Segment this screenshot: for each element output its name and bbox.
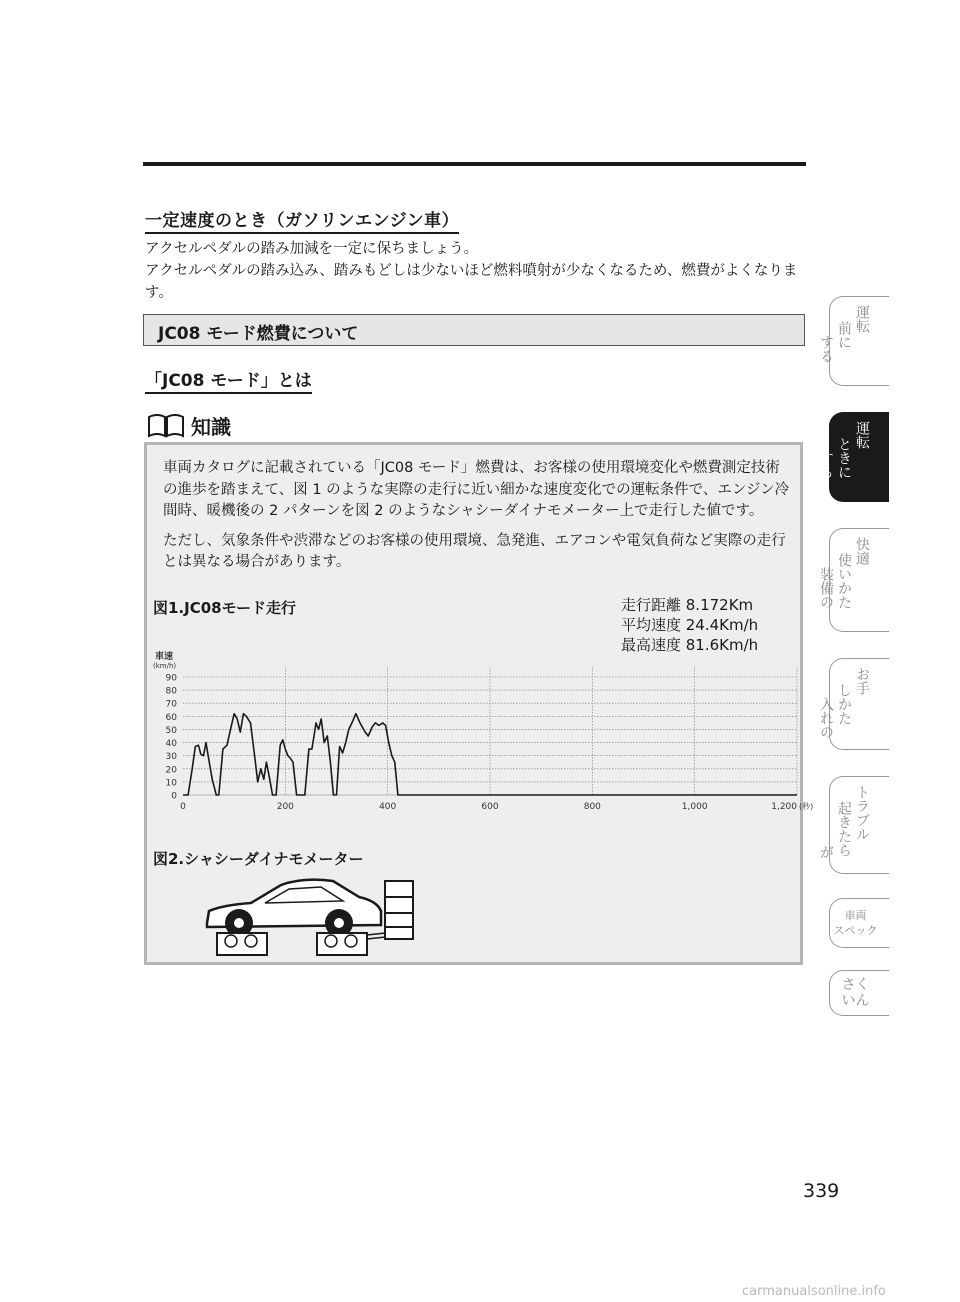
tab-trouble-text-2: 起きたら bbox=[836, 801, 852, 857]
tab-trouble[interactable] bbox=[818, 776, 889, 874]
x-unit-label: (秒) bbox=[799, 802, 814, 811]
y-tick-label: 50 bbox=[165, 725, 177, 736]
y-tick-label: 60 bbox=[165, 712, 177, 723]
knowledge-title: 知識 bbox=[191, 414, 231, 439]
y-tick-label: 30 bbox=[165, 752, 177, 763]
intro-line-2: アクセルペダルの踏み込み、踏みもどしは少ないほど燃料噴射が少なくなるため、燃費がよくなります。 bbox=[145, 263, 798, 301]
stat-distance: 走行距離 8.172Km bbox=[621, 596, 754, 614]
tab-before-driving-text-2: 前に bbox=[836, 321, 852, 349]
jc08-banner bbox=[143, 314, 805, 346]
x-tick-label: 800 bbox=[583, 802, 601, 812]
tab-trouble-text-3: が bbox=[818, 845, 834, 859]
tab-before-driving-text-1: 運転 bbox=[854, 305, 870, 333]
x-tick-label: 200 bbox=[276, 802, 294, 812]
tab-comfort-text-3: 装備の bbox=[818, 567, 834, 609]
tab-spec-text-1: 車両 bbox=[844, 909, 867, 922]
tab-maintenance-text-1: お手 bbox=[854, 667, 870, 695]
section-heading-constant-speed: 一定速度のとき（ガソリンエンジン車） bbox=[145, 206, 459, 234]
jc08-speed-chart bbox=[147, 649, 814, 829]
tab-vehicle-spec[interactable] bbox=[829, 898, 889, 948]
stat-max-speed: 最高速度 81.6Km/h bbox=[621, 636, 759, 654]
y-tick-label: 10 bbox=[165, 778, 177, 789]
figure1-stats bbox=[621, 595, 758, 655]
tab-index[interactable] bbox=[829, 970, 889, 1016]
knowledge-para-1: 車両カタログに記載されている「JC08 モード」燃費は、お客様の使用環境変化や燃費測定技術の進歩を踏まえて、図 1 のような実際の走行に近い細かな速度変化での運転条件で、エンジン冷間時、暖機後の 2 パターンを図 2 のようなシャシーダイナモメーター上で走行した値です。 bbox=[163, 460, 790, 519]
x-tick-label: 1,000 bbox=[681, 802, 708, 812]
banner-title: JC08 モード燃費について bbox=[158, 324, 359, 344]
dyno-unit bbox=[385, 881, 413, 939]
tab-spec-text-2: スペック bbox=[833, 924, 878, 937]
figure2-title: 図2.シャシーダイナモメーター bbox=[153, 850, 364, 868]
tab-maintenance-text-3: 入れの bbox=[818, 697, 834, 739]
x-tick-label: 400 bbox=[379, 802, 397, 812]
top-rule bbox=[143, 162, 806, 166]
y-axis-label: 車速 bbox=[155, 652, 174, 662]
figure1-title: 図1.JC08モード走行 bbox=[153, 599, 296, 617]
tab-maintenance-text-2: しかた bbox=[836, 683, 852, 725]
tab-trouble-text-1: トラブル bbox=[854, 785, 870, 841]
tab-before-driving[interactable] bbox=[818, 296, 889, 386]
y-tick-label: 70 bbox=[165, 699, 177, 710]
y-unit-label: (km/h) bbox=[153, 662, 177, 670]
y-tick-label: 0 bbox=[171, 791, 177, 802]
stat-average-speed: 平均速度 24.4Km/h bbox=[621, 616, 759, 634]
chassis-dynamometer-illustration bbox=[203, 875, 443, 959]
tab-while-driving[interactable] bbox=[818, 412, 889, 502]
page-number: 339 bbox=[803, 1180, 840, 1202]
x-tick-label: 0 bbox=[180, 802, 186, 812]
tab-index-text-1: さく bbox=[841, 977, 870, 993]
tab-maintenance[interactable] bbox=[818, 658, 889, 750]
tab-index-text-2: いん bbox=[841, 993, 870, 1009]
intro-line-1: アクセルペダルの踏み加減を一定に保ちましょう。 bbox=[145, 241, 479, 257]
tab-while-driving-text-1: 運転 bbox=[854, 421, 870, 449]
tab-comfort-equipment[interactable] bbox=[818, 528, 889, 632]
sub-heading-jc08-mode: 「JC08 モード」とは bbox=[145, 366, 312, 394]
intro-text bbox=[145, 238, 810, 304]
knowledge-para-2: ただし、気象条件や渋滞などのお客様の使用環境、急発進、エアコンや電気負荷など実際の走行とは異なる場合があります。 bbox=[163, 532, 786, 570]
book-icon bbox=[147, 412, 185, 438]
tab-while-driving-text-2: ときに bbox=[836, 437, 852, 479]
x-tick-label: 600 bbox=[481, 802, 499, 812]
y-tick-label: 80 bbox=[165, 686, 177, 697]
watermark: carmanualsonline.info bbox=[742, 1284, 886, 1299]
tab-before-driving-text-3: する bbox=[818, 335, 834, 363]
y-tick-label: 90 bbox=[165, 673, 177, 684]
knowledge-label bbox=[147, 410, 231, 440]
tab-while-driving-text-3: する bbox=[818, 451, 834, 479]
x-tick-label: 1,200 bbox=[771, 802, 797, 812]
tab-comfort-text-2: 使いかた bbox=[836, 553, 852, 609]
y-tick-label: 40 bbox=[165, 739, 177, 750]
knowledge-box bbox=[144, 442, 814, 965]
knowledge-text bbox=[163, 458, 793, 582]
tab-comfort-text-1: 快適 bbox=[854, 537, 870, 565]
y-tick-label: 20 bbox=[165, 765, 177, 776]
